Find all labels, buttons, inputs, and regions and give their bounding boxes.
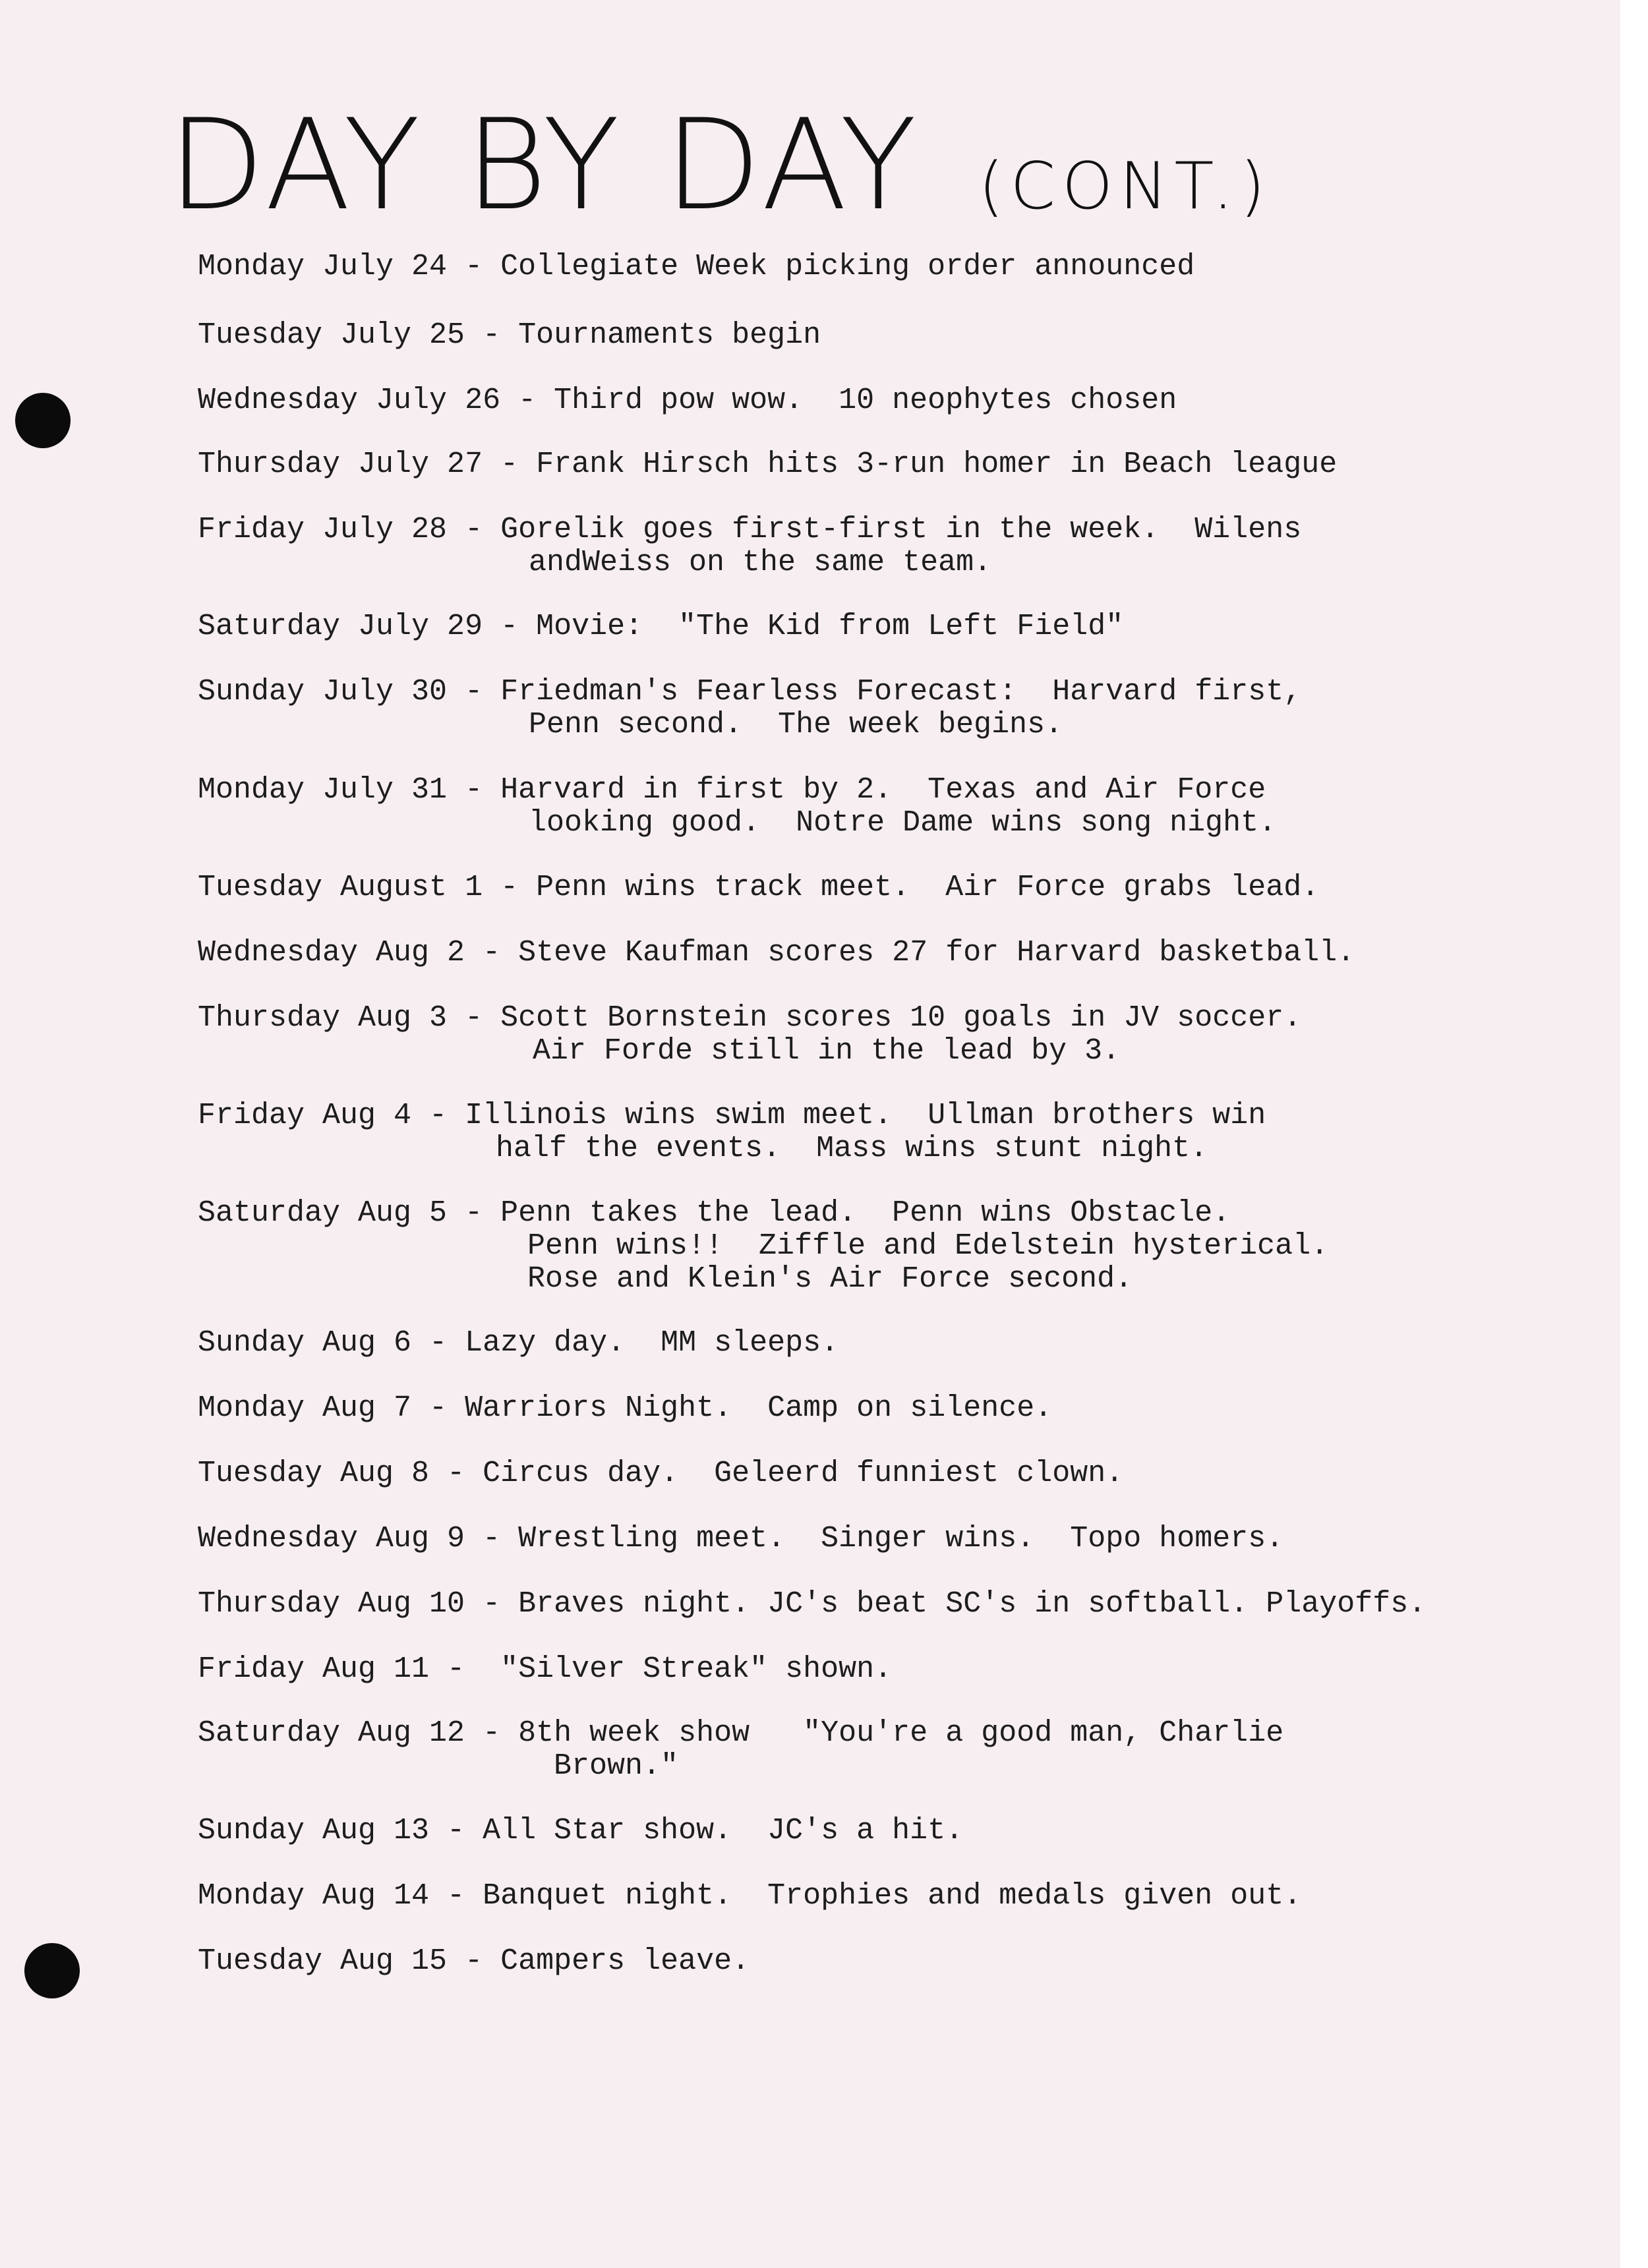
entry-wednesday-aug-9: Wednesday Aug 9 - Wrestling meet. Singer wins. Topo homers.	[198, 1522, 1284, 1556]
entry-date: Friday Aug 11	[198, 1652, 430, 1686]
entry-sunday-july-30: Sunday July 30 - Friedman's Fearless Forecast: Harvard first, Penn second. The week begins.	[198, 675, 1302, 741]
entry-thursday-aug-3: Thursday Aug 3 - Scott Bornstein scores 10 goals in JV soccer. Air Forde still in the lead by 3.	[198, 1001, 1302, 1068]
entry-date: Thursday Aug 10	[198, 1587, 465, 1621]
title-main: DAY BY DAY	[168, 92, 920, 238]
page-title	[168, 92, 1272, 238]
entry-date: Monday Aug 7	[198, 1391, 412, 1425]
entry-date: Wednesday July 26	[198, 384, 501, 417]
entry-date: Thursday July 27	[198, 448, 483, 481]
entry-text: Tournaments begin	[518, 318, 821, 352]
entry-friday-july-28: Friday July 28 - Gorelik goes first-first in the week. Wilens andWeiss on the same team.	[198, 513, 1302, 579]
entry-tuesday-august-1: Tuesday August 1 - Penn wins track meet. Air Force grabs lead.	[198, 871, 1320, 904]
entry-date: Monday July 31	[198, 773, 448, 807]
entry-monday-july-31: Monday July 31 - Harvard in first by 2. Texas and Air Force looking good. Notre Dame wins song night.	[198, 773, 1277, 840]
entry-text: Warriors Night. Camp on silence.	[465, 1391, 1053, 1425]
entry-thursday-aug-10: Thursday Aug 10 - Braves night. JC's beat SC's in softball. Playoffs.	[198, 1587, 1427, 1621]
entry-date: Monday July 24	[198, 250, 448, 283]
entry-monday-aug-14: Monday Aug 14 - Banquet night. Trophies and medals given out.	[198, 1879, 1302, 1913]
entry-text: Movie: "The Kid from Left Field"	[536, 610, 1124, 643]
entry-date: Thursday Aug 3	[198, 1001, 448, 1035]
entry-text: "Silver Streak" shown.	[500, 1652, 893, 1686]
entry-sunday-aug-13: Sunday Aug 13 - All Star show. JC's a hit.	[198, 1814, 964, 1847]
entry-date: Sunday Aug 13	[198, 1814, 430, 1847]
entry-saturday-july-29: Saturday July 29 - Movie: "The Kid from Left Field"	[198, 610, 1124, 643]
entry-text: Harvard in first by 2. Texas and Air Force	[500, 773, 1266, 807]
entry-text: Campers leave.	[500, 1944, 750, 1978]
entry-date: Sunday Aug 6	[198, 1326, 412, 1360]
entry-date: Monday Aug 14	[198, 1879, 430, 1913]
entry-wednesday-july-26: Wednesday July 26 - Third pow wow. 10 neophytes chosen	[198, 384, 1177, 417]
punch-hole-bottom	[24, 1943, 80, 1998]
entry-tuesday-aug-8: Tuesday Aug 8 - Circus day. Geleerd funniest clown.	[198, 1457, 1124, 1490]
entry-monday-july-24: Monday July 24 - Collegiate Week picking order announced	[198, 250, 1195, 283]
entry-monday-aug-7: Monday Aug 7 - Warriors Night. Camp on silence.	[198, 1391, 1053, 1425]
entry-text: Gorelik goes first-first in the week. Wilens	[500, 513, 1302, 546]
entry-sunday-aug-6: Sunday Aug 6 - Lazy day. MM sleeps.	[198, 1326, 839, 1360]
entry-saturday-aug-12: Saturday Aug 12 - 8th week show "You're a good man, Charlie Brown."	[198, 1716, 1284, 1783]
entry-text: Scott Bornstein scores 10 goals in JV soccer.	[500, 1001, 1302, 1035]
entry-date: Saturday Aug 5	[198, 1196, 448, 1230]
entry-text: Banquet night. Trophies and medals given out.	[483, 1879, 1302, 1913]
entry-date: Friday July 28	[198, 513, 448, 546]
entry-text: Collegiate Week picking order announced	[500, 250, 1195, 283]
entry-text-continued: Air Forde still in the lead by 3.	[533, 1034, 1121, 1068]
entry-text: Frank Hirsch hits 3-run homer in Beach league	[536, 448, 1338, 481]
entry-tuesday-aug-15: Tuesday Aug 15 - Campers leave.	[198, 1944, 750, 1978]
entry-text: Penn wins track meet. Air Force grabs lead.	[536, 871, 1320, 904]
entry-date: Tuesday Aug 8	[198, 1457, 430, 1490]
entry-text: Circus day. Geleerd funniest clown.	[483, 1457, 1124, 1490]
entry-text-continued: andWeiss on the same team.	[529, 546, 992, 579]
entry-text: Wrestling meet. Singer wins. Topo homers.	[518, 1522, 1284, 1556]
entry-date: Wednesday Aug 9	[198, 1522, 465, 1556]
entry-text: Friedman's Fearless Forecast: Harvard first,	[500, 675, 1302, 709]
page-margin-strip	[1620, 0, 1648, 2268]
title-suffix: (CONT.)	[978, 149, 1272, 224]
entry-date: Tuesday July 25	[198, 318, 465, 352]
entry-text: Third pow wow. 10 neophytes chosen	[554, 384, 1177, 417]
entry-text: Illinois wins swim meet. Ullman brothers win	[465, 1099, 1266, 1132]
punch-hole-top	[15, 393, 71, 448]
entry-wednesday-aug-2: Wednesday Aug 2 - Steve Kaufman scores 27 for Harvard basketball.	[198, 936, 1355, 970]
entry-text-continued: half the events. Mass wins stunt night.	[496, 1132, 1208, 1165]
entry-friday-aug-11: Friday Aug 11 - "Silver Streak" shown.	[198, 1652, 893, 1686]
entry-text-continued: Penn second. The week begins.	[529, 708, 1063, 741]
entry-text: Lazy day. MM sleeps.	[465, 1326, 839, 1360]
entry-saturday-aug-5: Saturday Aug 5 - Penn takes the lead. Penn wins Obstacle. Penn wins!! Ziffle and Edelstein hysterical. Rose and Klein's Air Force second.	[198, 1196, 1329, 1296]
entry-text: Steve Kaufman scores 27 for Harvard basketball.	[518, 936, 1355, 970]
entry-date: Tuesday August 1	[198, 871, 483, 904]
entry-date: Wednesday Aug 2	[198, 936, 465, 970]
entry-date: Saturday July 29	[198, 610, 483, 643]
entry-text-continued: Brown."	[554, 1749, 679, 1783]
entry-date: Saturday Aug 12	[198, 1716, 465, 1750]
entry-text: 8th week show "You're a good man, Charlie	[518, 1716, 1284, 1750]
entry-tuesday-july-25: Tuesday July 25 - Tournaments begin	[198, 318, 821, 352]
entry-friday-aug-4: Friday Aug 4 - Illinois wins swim meet. Ullman brothers win half the events. Mass wins stunt night.	[198, 1099, 1266, 1165]
entry-text: Penn takes the lead. Penn wins Obstacle.	[500, 1196, 1231, 1230]
entry-text-continued: Penn wins!! Ziffle and Edelstein hysterical.	[527, 1229, 1329, 1263]
entry-thursday-july-27: Thursday July 27 - Frank Hirsch hits 3-run homer in Beach league	[198, 448, 1338, 481]
entry-text-continued: looking good. Notre Dame wins song night.	[529, 806, 1277, 840]
entry-text: Braves night. JC's beat SC's in softball. Playoffs.	[518, 1587, 1427, 1621]
entry-date: Tuesday Aug 15	[198, 1944, 448, 1978]
entry-date: Friday Aug 4	[198, 1099, 412, 1132]
entry-text-continued: Rose and Klein's Air Force second.	[527, 1262, 1133, 1296]
entry-date: Sunday July 30	[198, 675, 448, 709]
entry-text: All Star show. JC's a hit.	[483, 1814, 964, 1847]
